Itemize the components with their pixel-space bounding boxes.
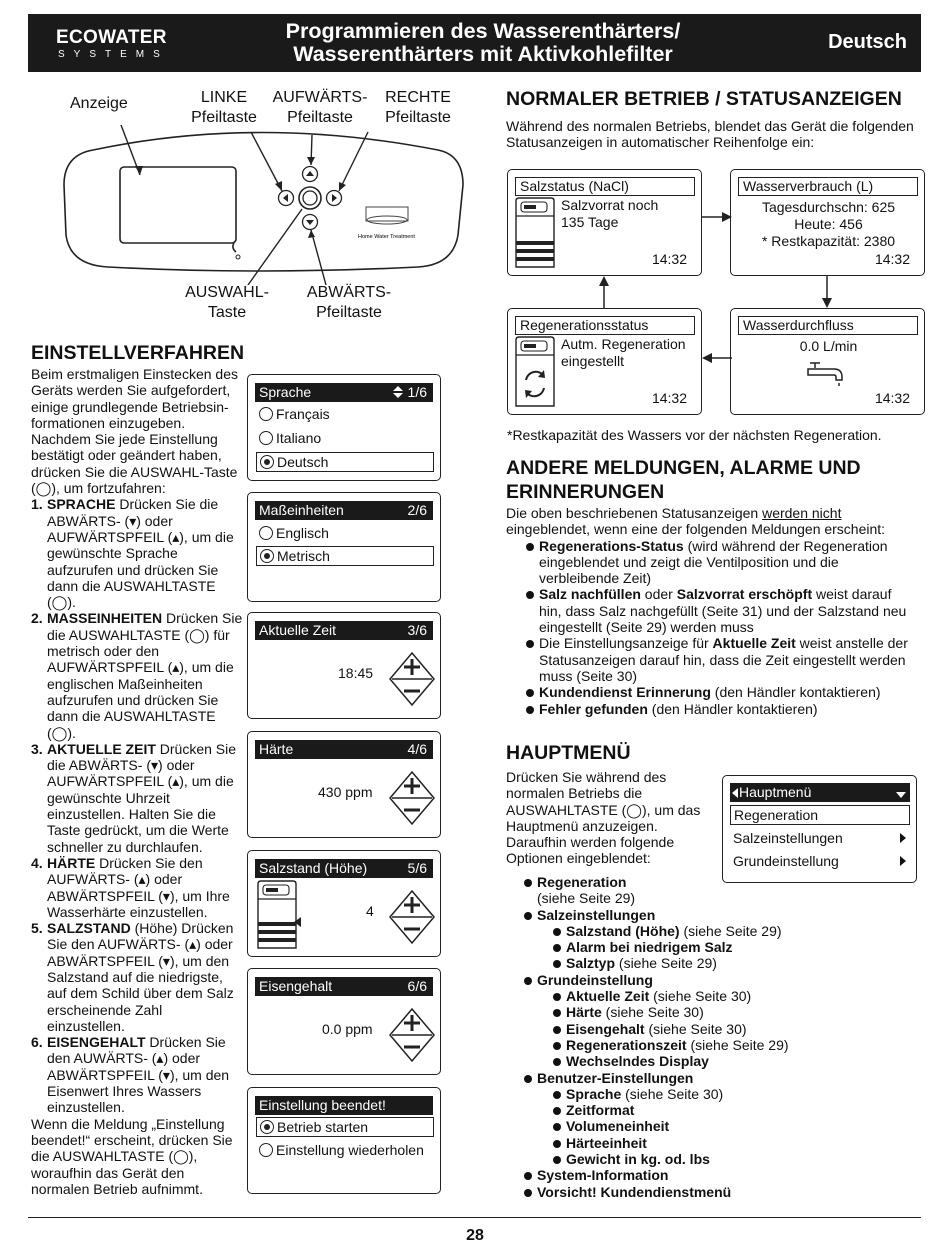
radio-selected-icon: [260, 549, 274, 563]
setup-step: 5. SALZSTAND (Höhe) Drücken Sie den AUFWÄRTS- (▴) oder ABWÄRTSPFEIL (▾), um den Salzstand auf die niedrigste, auf dem Schild über dem Salz erscheinende Zahl einzustellen.: [31, 920, 234, 1034]
menu-tree-subitem: Zeitformat: [551, 1102, 922, 1118]
screen-salt-level: [247, 850, 441, 957]
setup-steps: [31, 496, 243, 1115]
option-deutsch[interactable]: Deutsch: [256, 452, 434, 472]
setup-step: 3. AKTUELLE ZEIT Drücken Sie die ABWÄRTS- (▾) oder AUFWÄRTSPFEIL (▴), um die gewünschte Uhrzeit einzustellen. Halten Sie die Taste gedrückt, um die Werte schneller zu durchlaufen.: [31, 740, 237, 855]
status-salt: Salzstatus (NaCl) Salzvorrat noch 135 Tage 14:32: [507, 169, 702, 276]
screen-hardness: [247, 731, 441, 838]
normal-intro: Während des normalen Betriebs, blendet das Gerät die folgenden Statusanzeigen in automatischer Reihenfolge ein:: [506, 118, 914, 151]
plus-minus-icon[interactable]: [388, 770, 436, 826]
setup-intro-2: Nachdem Sie jede Einstellung bestätigt oder geändert haben, drücken Sie die AUSWAHL-Taste (◯), um fortzufahren:: [31, 431, 238, 497]
setup-outro: Wenn die Meldung „Einstellung beendet!“ erscheint, drücken Sie die AUSWAHLTASTE (◯), woraufhin das Gerät den normalen Betrieb aufnimmt.: [31, 1115, 233, 1197]
setup-step: 1. SPRACHE Drücken Sie die ABWÄRTS- (▾) oder AUFWÄRTSPFEIL (▴), um die gewünschte Sprache aufzurufen und drücken Sie dann die AUSWAHLTASTE (◯).: [31, 496, 234, 611]
arrow-right-icon: [700, 210, 734, 224]
menu-tree-item: Benutzer-Einstellungen Sprache (siehe Seite 30) Zeitformat Volumeneinheit Härteeinheit Gewicht in kg. od. lbs: [522, 1070, 922, 1168]
screen-titlebar: Aktuelle Zeit 3/6: [255, 621, 433, 640]
chevron-right-icon: [900, 856, 906, 866]
menu-tree-subitem: Aktuelle Zeit (siehe Seite 30): [551, 988, 922, 1004]
salt-level-value: 4: [366, 903, 374, 919]
screen-titlebar: Einstellung beendet!: [255, 1096, 433, 1115]
menu-tree-subitem: Regenerationszeit (siehe Seite 29): [551, 1037, 922, 1053]
setup-intro-1: Beim erstmaligen Einstecken des Geräts werden Sie aufgefordert, einige grundlegende Betriebsinformationen einzugeben.: [31, 366, 238, 431]
alarms-intro: Die oben beschriebenen Statusanzeigen werden nicht eingeblendet, wenn eine der folgenden Meldungen erscheint:: [506, 505, 886, 538]
radio-icon: [259, 431, 273, 445]
menu-item-basic-settings[interactable]: Grundeinstellung: [730, 852, 910, 872]
screen-titlebar: Eisengehalt 6/6: [255, 977, 433, 996]
chevron-right-icon: [900, 833, 906, 843]
alarms-text: [506, 505, 916, 717]
list-item: Die Einstellungsanzeige für Aktuelle Zeit weist anstelle der Statusanzeigen darauf hin, dass die Zeit eingestellt werden muss (Seite 30): [524, 635, 916, 684]
option-italiano[interactable]: Italiano: [256, 429, 434, 449]
menu-item-regeneration[interactable]: Regeneration: [730, 805, 910, 825]
heading-alarms: ANDERE MELDUNGEN, ALARME UND ERINNERUNGEN: [506, 457, 861, 503]
control-panel-diagram: [58, 125, 478, 285]
main-menu-intro: Drücken Sie während des normalen Betriebs die AUSWAHLTASTE (◯), um das Hauptmenü anzuzeigen. Daraufhin werden folgende Optionen eingeblendet:: [506, 769, 701, 867]
language-label: Deutsch: [828, 31, 907, 53]
menu-item-salt-settings[interactable]: Salzeinstellungen: [730, 829, 910, 849]
radio-selected-icon: [260, 1120, 274, 1134]
plus-minus-icon[interactable]: [388, 651, 436, 707]
list-item: Fehler gefunden (den Händler kontaktieren): [524, 701, 916, 717]
screen-iron: [247, 968, 441, 1075]
screen-titlebar: Maßeinheiten 2/6: [255, 501, 433, 520]
heading-setup: EINSTELLVERFAHREN: [31, 342, 245, 364]
faucet-icon: [806, 357, 850, 387]
menu-tree-subitem: Härteeinheit: [551, 1135, 922, 1151]
plus-minus-icon[interactable]: [388, 889, 436, 945]
menu-tree-subitem: Härte (siehe Seite 30): [551, 1004, 922, 1020]
menu-tree-item: Vorsicht! Kundendienstmenü: [522, 1184, 922, 1200]
screen-titlebar: Salzstand (Höhe) 5/6: [255, 859, 433, 878]
menu-tree-subitem: Sprache (siehe Seite 30): [551, 1086, 922, 1102]
status-water-usage: Wasserverbrauch (L) Tagesdurchschn: 625 Heute: 456 * Restkapazität: 2380 14:32: [730, 169, 925, 276]
radio-selected-icon: [260, 455, 274, 469]
list-item: Salz nachfüllen oder Salzvorrat erschöpft weist darauf hin, dass Salz nachgefüllt (Seite 31) und der Salzstand neu eingestellt (Seite 29) werden muss: [524, 586, 916, 635]
pointer-left-icon: [294, 917, 302, 927]
page-header: [28, 14, 921, 72]
list-item: Regenerations-Status (wird während der Regeneration eingeblendet und zeigt die Ventilposition und die verbleibende Zeit): [524, 538, 916, 587]
page-number: 28: [466, 1227, 484, 1244]
menu-titlebar: Hauptmenü: [730, 783, 910, 802]
label-left-arrow: LINKE Pfeiltaste: [191, 89, 257, 126]
menu-tree-item: System-Information: [522, 1167, 922, 1183]
option-englisch[interactable]: Englisch: [256, 524, 434, 544]
brand-logo: ECOWATER: [56, 27, 167, 48]
label-right-arrow: RECHTE Pfeiltaste: [385, 89, 451, 126]
salt-tank-icon: [256, 880, 302, 950]
hardness-value: 430 ppm: [318, 784, 373, 800]
setup-text: [31, 366, 243, 1197]
phone-icon: [233, 243, 240, 259]
page-title: Programmieren des Wasserenthärters/ Wasserenthärters mit Aktivkohlefilter: [285, 19, 681, 66]
radio-icon: [259, 526, 273, 540]
menu-tree-subitem: Gewicht in kg. od. lbs: [551, 1151, 922, 1167]
label-select-button: AUSWAHL- Taste: [185, 284, 269, 321]
list-item: Kundendienst Erinnerung (den Händler kontaktieren): [524, 684, 916, 700]
option-francais[interactable]: Français: [256, 405, 434, 425]
regeneration-tank-icon: [514, 336, 558, 408]
main-menu-screen: [722, 775, 917, 883]
iron-value: 0.0 ppm: [322, 1021, 373, 1037]
option-start-operation[interactable]: Betrieb starten: [256, 1117, 434, 1137]
radio-icon: [259, 407, 273, 421]
dropdown-icon: [896, 791, 906, 798]
screen-titlebar: Sprache 1/6: [255, 383, 433, 402]
screen-units: [247, 492, 441, 602]
plus-minus-icon[interactable]: [388, 1007, 436, 1063]
up-down-icon: [392, 385, 404, 399]
salt-tank-icon: [514, 197, 558, 269]
time-value: 18:45: [338, 665, 374, 681]
label-display: Anzeige: [70, 95, 128, 112]
option-metrisch[interactable]: Metrisch: [256, 546, 434, 566]
heading-main-menu: HAUPTMENÜ: [506, 742, 631, 764]
status-water-flow: Wasserdurchfluss 0.0 L/min 14:32: [730, 308, 925, 415]
footer-divider: [28, 1217, 921, 1218]
screen-setup-done: [247, 1087, 441, 1194]
brand-subtitle: SYSTEMS: [58, 49, 169, 60]
alarms-list: [524, 538, 916, 717]
panel-brand-text: Home Water Treatment: [358, 234, 415, 240]
menu-tree-subitem: Volumeneinheit: [551, 1118, 922, 1134]
menu-tree-item: Salzeinstellungen Salzstand (Höhe) (siehe Seite 29) Alarm bei niedrigem Salz Salztyp (siehe Seite 29): [522, 907, 922, 972]
menu-tree-subitem: Eisengehalt (siehe Seite 30): [551, 1021, 922, 1037]
menu-tree-subitem: Wechselndes Display: [551, 1053, 922, 1069]
arrow-up-icon: [597, 275, 611, 309]
option-repeat-setup[interactable]: Einstellung wiederholen: [256, 1141, 434, 1161]
setup-step: 4. HÄRTE Drücken Sie den AUFWÄRTS- (▴) oder ABWÄRTSPFEIL (▾), um Ihre Wasserhärte einzustellen.: [31, 854, 230, 920]
label-up-arrow: AUFWÄRTS- Pfeiltaste: [272, 89, 368, 126]
main-menu-tree: [522, 874, 922, 1200]
setup-step: 2. MASSEINHEITEN Drücken Sie die AUSWAHLTASTE (◯) für metrisch oder den AUFWÄRTSPFEIL (▴), um die englischen Maßeinheiten aufzurufen und drücken Sie dann die AUSWAHLTASTE (◯).: [31, 610, 243, 741]
heading-normal-operation: NORMALER BETRIEB / STATUSANZEIGEN: [506, 88, 902, 110]
menu-tree-item: Grundeinstellung Aktuelle Zeit (siehe Seite 30) Härte (siehe Seite 30) Eisengehalt (siehe Seite 30) Regenerationszeit (siehe Seite 29) Wechselndes Display: [522, 972, 922, 1070]
panel-logo-icon: [366, 207, 408, 224]
radio-icon: [259, 1143, 273, 1157]
menu-tree-subitem: Salzstand (Höhe) (siehe Seite 29): [551, 923, 922, 939]
back-arrow-icon: [732, 788, 739, 798]
label-down-arrow: ABWÄRTS- Pfeiltaste: [306, 284, 392, 321]
screen-language: [247, 374, 441, 481]
setup-step: 6. EISENGEHALT Drücken Sie den AUWÄRTS- (▴) oder ABWÄRTSPFEIL (▾), um den Eisenwert Ihres Wassers einzustellen.: [31, 1034, 230, 1116]
footnote: *Restkapazität des Wassers vor der nächsten Regeneration.: [507, 427, 882, 443]
screen-time: [247, 612, 441, 719]
arrow-down-icon: [820, 275, 834, 309]
menu-tree-subitem: Salztyp (siehe Seite 29): [551, 955, 922, 971]
screen-titlebar: Härte 4/6: [255, 740, 433, 759]
menu-tree-item: Regeneration (siehe Seite 29): [522, 874, 922, 907]
menu-tree-subitem: Alarm bei niedrigem Salz: [551, 939, 922, 955]
arrow-left-icon: [700, 351, 734, 365]
status-regeneration: Regenerationsstatus Autm. Regeneration eingestellt 14:32: [507, 308, 702, 415]
